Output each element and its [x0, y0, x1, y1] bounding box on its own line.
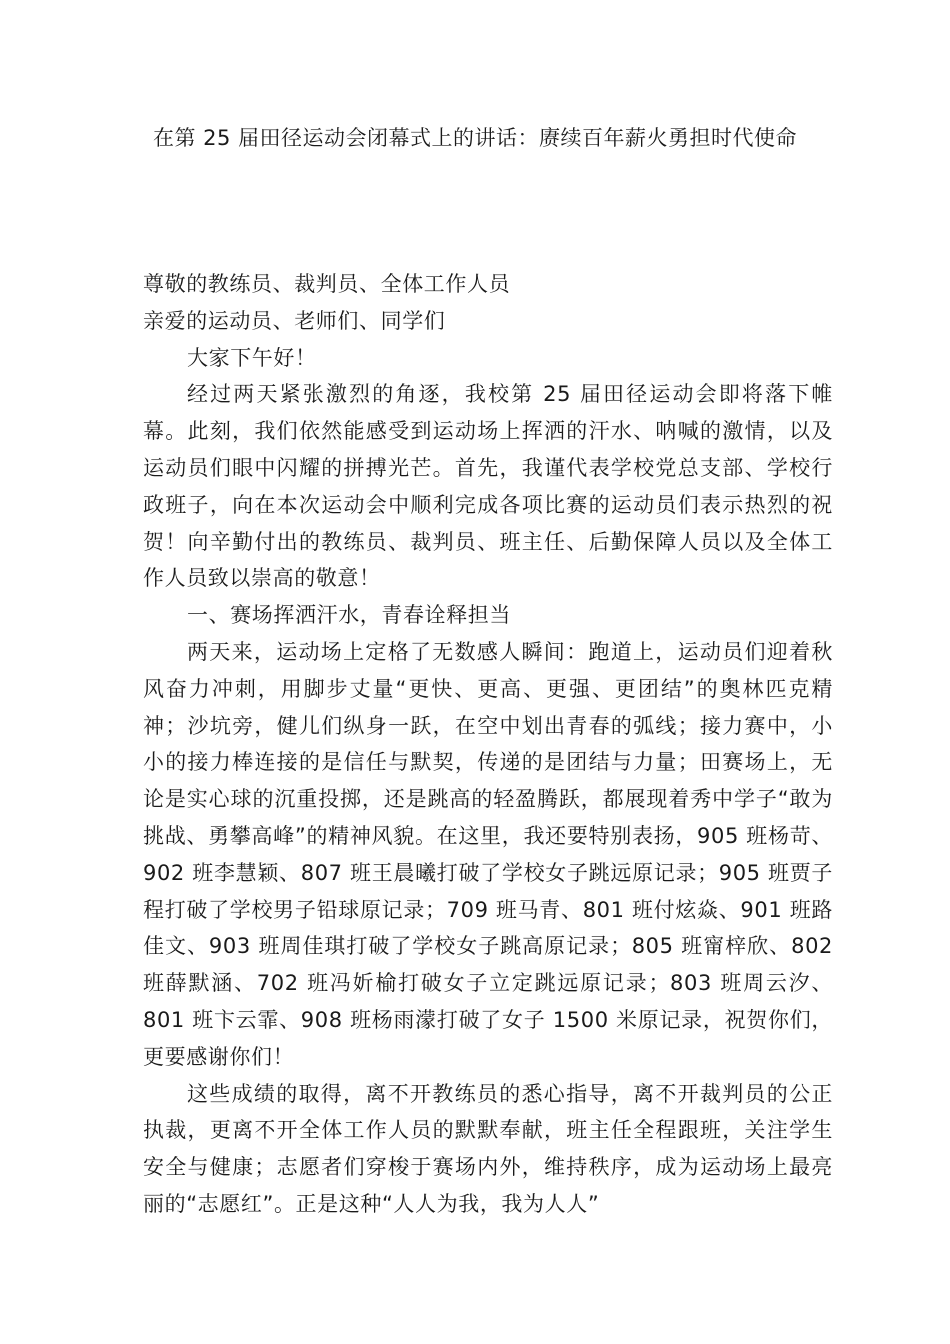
document-body [143, 266, 833, 1223]
document-title: 在第 25 届田径运动会闭幕式上的讲话：赓续百年薪火勇担时代使命 [152, 126, 798, 150]
body-paragraph: 经过两天紧张激烈的角逐，我校第 25 届田径运动会即将落下帷幕。此刻，我们依然能感受到运动场上挥洒的汗水、呐喊的激情，以及运动员们眼中闪耀的拼搏光芒。首先，我谨代表学校党总支部、学校行政班子，向在本次运动会中顺利完成各项比赛的运动员们表示热烈的祝贺！向辛勤付出的教练员、裁判员、班主任、后勤保障人员以及全体工作人员致以崇高的敬意！ [143, 382, 833, 591]
salutation-line: 尊敬的教练员、裁判员、全体工作人员 [143, 272, 511, 296]
body-paragraph: 两天来，运动场上定格了无数感人瞬间：跑道上，运动员们迎着秋风奋力冲刺，用脚步丈量“更快、更高、更强、更团结”的奥林匹克精神；沙坑旁，健儿们纵身一跃，在空中划出青春的弧线；接力赛中，小小的接力棒连接的是信任与默契，传递的是团结与力量；田赛场上，无论是实心球的沉重投掷，还是跳高的轻盈腾跃，都展现着秀中学子“敢为挑战、勇攀高峰”的精神风貌。在这里，我还要特别表扬，905 班杨苛、902 班李慧颖、807 班王晨曦打破了学校女子跳远原记录；905 班贾子程打破了学校男子铅球原记录；709 班马青、801 班付炫焱、901 班路佳文、903 班周佳琪打破了学校女子跳高原记录；805 班甯梓欣、802 班薛默涵、702 班冯妡榆打破女子立定跳远原记录；803 班周云汐、801 班卞云霏、908 班杨雨濛打破了女子 1500 米原记录，祝贺你们，更要感谢你们！ [143, 639, 833, 1069]
salutation-line: 亲爱的运动员、老师们、同学们 [143, 308, 446, 333]
section-heading: 一、赛场挥洒汗水，青春诠释担当 [187, 603, 511, 628]
greeting-paragraph: 大家下午好！ [187, 345, 317, 370]
body-paragraph: 这些成绩的取得，离不开教练员的悉心指导，离不开裁判员的公正执裁，更离不开全体工作人员的默默奉献，班主任全程跟班，关注学生安全与健康；志愿者们穿梭于赛场内外，维持秩序，成为运动场上最亮丽的“志愿红”。正是这种“人人为我，我为人人” [143, 1081, 833, 1216]
